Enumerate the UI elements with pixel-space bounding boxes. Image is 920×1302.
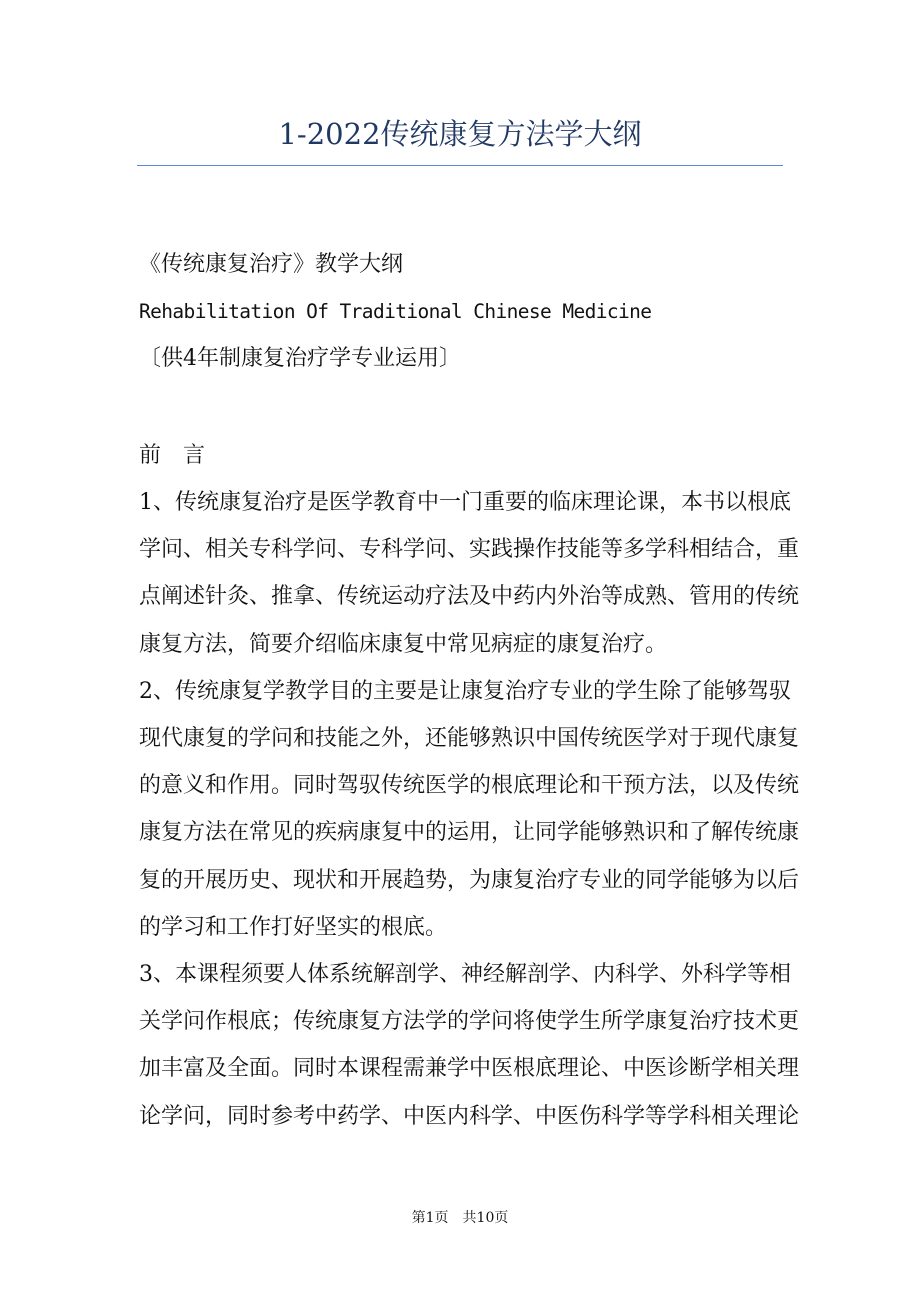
paragraph-3-line: 加丰富及全面。同时本课程需兼学中医根底理论、中医诊断学相关理	[139, 1056, 800, 1082]
paragraph-2-line: 复的开展历史、现状和开展趋势，为康复治疗专业的同学能够为以后	[139, 867, 800, 893]
english-title: Rehabilitation Of Traditional Chinese Medicine	[139, 300, 652, 323]
paragraph-1-line: 康复方法，简要介绍临床康复中常见病症的康复治疗。	[139, 631, 668, 657]
paragraph-2-line: 现代康复的学问和技能之外，还能够熟识中国传统医学对于现代康复	[139, 726, 800, 751]
paragraph-3-line: 论学问，同时参考中药学、中医内科学、中医伤科学等学科相关理论	[139, 1103, 800, 1129]
paragraph-2-line: 的学习和工作打好坚实的根底。	[139, 914, 448, 940]
paragraph-1-line: 1、传统康复治疗是医学教育中一门重要的临床理论课，本书以根底	[139, 490, 791, 515]
scope-note: 〔供4年制康复治疗学专业运用〕	[139, 346, 461, 371]
paragraph-2-line: 2、传统康复学教学目的主要是让康复治疗专业的学生除了能够驾驭	[139, 678, 791, 704]
document-title: 1-2022传统康复方法学大纲	[278, 117, 642, 151]
syllabus-heading: 《传统康复治疗》教学大纲	[139, 252, 404, 277]
paragraph-2-line: 的意义和作用。同时驾驭传统医学的根底理论和干预方法，以及传统	[139, 773, 800, 799]
paragraph-1-line: 学问、相关专科学问、专科学问、实践操作技能等多学科相结合，重	[139, 537, 800, 563]
preface-heading: 前 言	[139, 443, 206, 468]
paragraph-1-line: 点阐述针灸、推拿、传统运动疗法及中药内外治等成熟、管用的传统	[139, 584, 800, 610]
paragraph-3-line: 关学问作根底；传统康复方法学的学问将使学生所学康复治疗技术更	[139, 1009, 800, 1035]
paragraph-3-line: 3、本课程须要人体系统解剖学、神经解剖学、内科学、外科学等相	[139, 962, 791, 987]
title-divider	[137, 165, 783, 166]
page-footer: 第1页 共10页	[411, 1210, 509, 1226]
paragraph-2-line: 康复方法在常见的疾病康复中的运用，让同学能够熟识和了解传统康	[139, 820, 800, 846]
